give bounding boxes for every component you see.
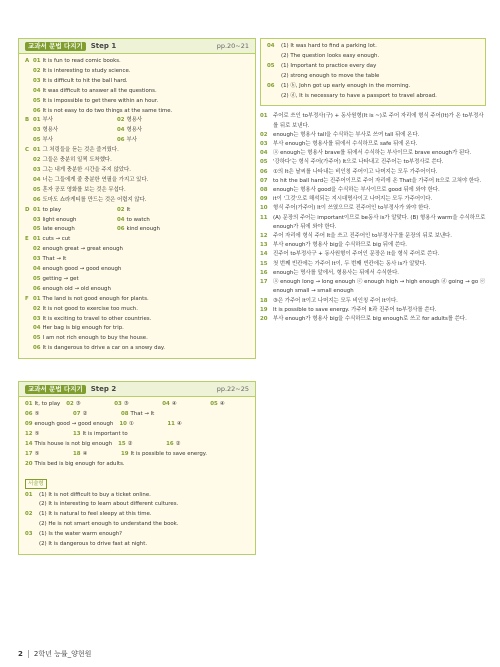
item-number: 15 — [118, 440, 126, 447]
page-number: 2 — [18, 650, 23, 658]
right-column — [260, 38, 486, 324]
item-number: 04 — [33, 87, 41, 94]
answer-text: ② — [127, 440, 133, 447]
item-number: 11 — [167, 421, 175, 427]
item-number: 01 — [33, 147, 41, 154]
answer-line — [25, 500, 249, 510]
explanation-text: 첫 번째 빈칸에는 가주어 It이, 두 번째 빈칸에는 동사 is가 알맞다. — [273, 260, 427, 267]
explanation-text: enough는 명사를 앞에서, 형용사는 뒤에서 수식한다. — [273, 269, 400, 276]
answer-cell — [121, 411, 154, 417]
explanation-item — [260, 306, 486, 315]
item-number: 04 — [162, 401, 170, 408]
answer-text: (2) The question looks easy enough. — [281, 52, 380, 59]
explanation-number: 13 — [260, 242, 268, 249]
item-number: 01 — [33, 58, 41, 64]
answer-text: It, to play — [34, 401, 61, 408]
answer-line — [25, 315, 249, 325]
item-number: 03 — [114, 401, 122, 408]
item-number: 05 — [267, 62, 275, 69]
step2-body — [19, 397, 255, 554]
step1-pages: pp.20~21 — [216, 42, 249, 50]
explanation-number: 11 — [260, 214, 268, 221]
answer-text: 부사 — [42, 117, 53, 124]
answer-line — [25, 520, 249, 530]
answer-text: enough good → good enough — [34, 421, 114, 427]
answer-line — [25, 530, 249, 540]
explanation-item — [260, 168, 486, 177]
item-number: 03 — [33, 77, 41, 84]
item-number: 07 — [73, 411, 81, 418]
explanation-item — [260, 297, 486, 306]
answer-line — [25, 77, 249, 87]
answer-text: 너는 그들에게 줄 충분한 연필을 가지고 있다. — [42, 176, 149, 183]
item-number: 06 — [33, 196, 41, 203]
item-number: 01 — [25, 491, 33, 498]
item-number: 01 — [33, 236, 41, 243]
answer-text: It is not good to exercise too much. — [42, 305, 138, 312]
answer-text: 형용사 — [126, 127, 143, 134]
explanation-number: 19 — [260, 306, 268, 313]
explanation-number: 12 — [260, 233, 268, 240]
item-number: 02 — [33, 246, 41, 253]
answer-cell — [73, 410, 115, 420]
answer-text: It was difficult to answer all the questions. — [42, 87, 157, 94]
item-number: 06 — [25, 411, 33, 418]
item-number: 04 — [33, 176, 41, 183]
page-footer — [18, 649, 91, 659]
answer-cell — [117, 136, 201, 146]
answer-text: (1) ⓑ, John got up early enough in the morning. — [281, 82, 411, 89]
explanation-item — [260, 315, 486, 324]
answer-cell — [121, 451, 207, 457]
item-number: 04 — [117, 216, 125, 223]
answer-cell — [33, 216, 117, 226]
answer-line — [267, 72, 479, 82]
explanation-item — [260, 149, 486, 158]
item-number: 02 — [117, 206, 125, 213]
explanation-number: 05 — [260, 159, 268, 166]
answer-line — [25, 460, 249, 470]
item-number: 02 — [66, 401, 74, 408]
item-number: 02 — [33, 67, 41, 74]
step1-title: Step 1 — [90, 42, 117, 50]
item-number: 10 — [119, 421, 127, 427]
answer-line — [25, 136, 249, 146]
answer-cell — [117, 225, 201, 235]
answer-text: ③ — [75, 401, 81, 408]
answer-line — [267, 82, 479, 92]
answer-text: enough good → good enough — [42, 266, 122, 273]
explanation-text: 부사 enough가 형용사 big을 수식하므로 big enough로 쓰고 for adults를 쓴다. — [273, 315, 467, 322]
explanation-number: 14 — [260, 251, 268, 258]
answer-cell — [33, 225, 117, 235]
answer-text: (1) It is natural to feel sleepy at this time. — [39, 511, 152, 518]
step2-header — [19, 382, 255, 397]
section-letter: B — [25, 117, 30, 124]
answer-cell — [33, 126, 117, 136]
explanation-text: 형식 주어(가주어) It이 쓰였으므로 진주어인 to부정사가 와야 한다. — [273, 205, 431, 212]
explanation-item — [260, 112, 486, 130]
step1-body — [19, 54, 255, 358]
answer-text: ② — [82, 411, 88, 418]
answer-cell — [25, 461, 125, 467]
answer-text: kind enough — [126, 226, 160, 233]
answer-line — [25, 235, 249, 245]
answer-line — [25, 450, 249, 460]
answer-line — [25, 206, 249, 216]
answer-line — [25, 275, 249, 285]
explanation-item — [260, 278, 486, 296]
step2-box — [18, 381, 256, 555]
item-number: 02 — [25, 511, 33, 518]
step2-continued-box — [260, 38, 486, 106]
item-number: 01 — [33, 206, 41, 213]
answer-text: Her bag is big enough for trip. — [42, 325, 124, 332]
explanation-item — [260, 195, 486, 204]
item-number: 05 — [33, 335, 41, 342]
explanation-text: ⓐ enough는 형용사 brave를 뒤에서 수식하는 부사이므로 brave enough가 된다. — [273, 150, 472, 157]
answer-text: light enough — [42, 216, 77, 223]
answer-line — [25, 400, 249, 410]
item-number: 20 — [25, 460, 33, 467]
item-number: 06 — [267, 82, 275, 89]
item-number: 01 — [33, 117, 41, 124]
explanation-item — [260, 250, 486, 259]
item-number: 08 — [121, 411, 129, 418]
answer-text: (2) strong enough to move the table — [281, 72, 380, 79]
step1-logo: 교과서 문법 다지기 — [25, 42, 86, 51]
explanation-item — [260, 131, 486, 140]
answer-text: to play — [42, 206, 62, 213]
answer-cell — [117, 126, 201, 136]
answer-line — [25, 324, 249, 334]
answer-text: 그들은 충분히 일찍 도착했다. — [42, 157, 112, 164]
answer-line — [25, 295, 249, 305]
answer-line — [25, 510, 249, 520]
answer-cell — [117, 206, 201, 216]
item-number: 18 — [73, 450, 81, 457]
answer-text: It is interesting to study science. — [42, 67, 131, 74]
answer-text: (1) It is not difficult to buy a ticket online. — [39, 491, 151, 498]
item-number: 04 — [267, 43, 275, 49]
answer-text: It is important to — [82, 430, 128, 437]
explanation-text: 진주어 to부정사구 + 동사원형이 주어인 문장은 It을 형식 주어로 쓴다. — [273, 251, 440, 258]
item-number: 03 — [33, 166, 41, 173]
answer-line — [25, 334, 249, 344]
answer-cell — [33, 116, 117, 126]
section-letter: E — [25, 236, 29, 243]
answer-cell — [25, 441, 112, 447]
answer-line — [267, 92, 479, 102]
answer-text: (2) It is dangerous to drive fast at night. — [39, 541, 148, 548]
item-number: 05 — [210, 401, 218, 408]
explanation-text: 부사 enough가 형용사 big을 수식하므로 big 뒤에 쓴다. — [273, 242, 407, 249]
item-number: 05 — [33, 97, 41, 104]
item-number: 19 — [121, 450, 129, 457]
step2-continued-body — [261, 39, 485, 105]
explanation-item — [260, 140, 486, 149]
explanation-number: 06 — [260, 168, 268, 175]
explanation-item — [260, 204, 486, 213]
answer-line — [25, 126, 249, 136]
item-number: 01 — [25, 401, 33, 408]
answer-text: (2) ⓓ, It is necessary to have a passport to travel abroad. — [281, 92, 437, 99]
answer-cell — [117, 116, 201, 126]
explanation-number: 16 — [260, 269, 268, 276]
explanation-number: 20 — [260, 315, 268, 322]
answer-cell — [166, 440, 208, 450]
explanation-number: 04 — [260, 150, 268, 157]
explanation-item — [260, 241, 486, 250]
item-number: 03 — [33, 216, 41, 223]
explanation-number: 10 — [260, 205, 268, 212]
answer-line — [267, 52, 479, 62]
item-number: 12 — [25, 430, 33, 437]
answer-line — [25, 196, 249, 206]
answer-line — [25, 156, 249, 166]
item-number: 02 — [33, 305, 41, 312]
answer-line — [25, 245, 249, 255]
explanation-number: 15 — [260, 260, 268, 267]
item-number: 04 — [117, 127, 125, 134]
answer-text: (2) It is interesting to learn about different cultures. — [39, 501, 179, 508]
answer-text: ① — [128, 421, 134, 427]
answer-text: 혼자 공포 영화를 보는 것은 무섭다. — [42, 186, 126, 193]
answer-text: ③ — [123, 401, 129, 408]
answer-text: ② — [175, 440, 181, 447]
explanation-number: 08 — [260, 187, 268, 194]
answer-line — [267, 42, 479, 52]
explanation-item — [260, 232, 486, 241]
answer-line — [25, 107, 249, 117]
answer-line — [25, 186, 249, 196]
footer-divider — [28, 650, 29, 658]
answer-cell — [25, 430, 67, 440]
answer-line — [25, 225, 249, 235]
item-number: 17 — [25, 450, 33, 457]
answer-text: (1) Is the water warm enough? — [39, 531, 123, 538]
step2-logo: 교과서 문법 다지기 — [25, 385, 86, 394]
explanation-number: 18 — [260, 297, 268, 304]
answer-cell — [162, 400, 204, 410]
answer-text: It is impossible to get there within an hour. — [42, 97, 159, 104]
subheading: 서술형 — [25, 479, 47, 489]
answer-text: enough old → old enough — [42, 285, 111, 292]
answer-text: to watch — [126, 216, 150, 223]
item-number: 13 — [73, 430, 81, 437]
answer-text: ⑤ — [34, 450, 40, 457]
answer-text: ④ — [219, 401, 225, 408]
answer-text: 부사 — [42, 137, 53, 144]
answer-text: This house is not big enough — [34, 440, 113, 447]
answer-line — [267, 62, 479, 72]
explanation-item — [260, 260, 486, 269]
explanation-item — [260, 269, 486, 278]
answer-line — [25, 420, 249, 430]
answer-line — [25, 430, 249, 440]
answer-text: 그 처링들을 듣는 것은 즐거웠다. — [42, 147, 119, 154]
answer-text: 형용사 — [126, 117, 143, 124]
answer-text: (1) It was hard to find a parking lot. — [281, 43, 377, 49]
answer-text: That → It — [42, 256, 67, 263]
answer-text: ④ — [82, 450, 88, 457]
answer-text: It is exciting to travel to other countries. — [42, 315, 152, 322]
answer-line — [25, 146, 249, 156]
answer-line — [25, 440, 249, 450]
item-number: 03 — [33, 127, 41, 134]
item-number: 16 — [166, 440, 174, 447]
item-number: 14 — [25, 440, 33, 447]
item-number: 02 — [117, 117, 125, 124]
answer-text: It is not easy to do two things at the same time. — [42, 107, 173, 114]
explanation-text: It is possible to save energy. 가주어 It과 진주어 to부정사를 쓴다. — [273, 306, 437, 313]
explanation-number: 17 — [260, 279, 268, 286]
answer-text: 도마도 쇼라게티를 만드는 것은 어렵지 않다. — [42, 196, 147, 203]
explanation-text: ③은 가주어 It이고 나머지는 모두 비인칭 주어 It이다. — [273, 297, 398, 304]
answer-line — [25, 410, 249, 420]
answer-cell — [73, 450, 115, 460]
answer-line — [25, 265, 249, 275]
explanation-text: ①의 It은 날씨를 나타내는 비인칭 주어이고 나머지는 모두 가주어이다. — [273, 168, 438, 175]
answer-cell — [33, 206, 117, 216]
answer-text: It — [126, 206, 131, 213]
item-number: 04 — [33, 266, 41, 273]
answer-cell — [167, 420, 209, 430]
answer-line — [25, 67, 249, 77]
explanation-number: 02 — [260, 131, 268, 138]
answer-line — [25, 176, 249, 186]
answer-text: enough great → great enough — [42, 246, 123, 253]
answer-text: (1) Important to practice every day — [281, 62, 377, 69]
section-letter: A — [25, 58, 30, 64]
answer-text: ⑤ — [34, 411, 40, 418]
answer-cell — [25, 421, 113, 427]
explanation-text: enough는 형용사 tall을 수식하는 부사로 쓰여 tall 뒤에 온다. — [273, 131, 420, 138]
explanation-item — [260, 158, 486, 167]
explanation-number: 01 — [260, 113, 268, 120]
item-number: 06 — [33, 345, 41, 352]
item-number: 03 — [25, 531, 33, 538]
answer-line — [25, 166, 249, 176]
answer-line — [25, 344, 249, 354]
item-number: 06 — [117, 137, 125, 144]
answer-text: late enough — [42, 226, 75, 233]
item-number: 05 — [33, 275, 41, 282]
answer-text: 형용사 — [42, 127, 59, 134]
item-number: 09 — [25, 421, 33, 427]
explanation-text: (A) 문장의 주어는 important이므로 be동사 is가 알맞다. (B) 형용사 warm을 수식하므로 enough가 뒤에 와야 한다. — [273, 214, 486, 230]
explanation-text: 부사 enough는 형용사를 뒤에서 수식하므로 safe 뒤에 온다. — [273, 141, 418, 148]
item-number: 02 — [33, 157, 41, 164]
answer-line — [25, 285, 249, 295]
answer-cell — [25, 450, 67, 460]
answer-line — [25, 87, 249, 97]
answer-line — [25, 57, 249, 67]
answer-cell — [25, 410, 67, 420]
item-number: 06 — [33, 285, 41, 292]
explanation-item — [260, 214, 486, 232]
explanation-item — [260, 186, 486, 195]
section-letter: C — [25, 147, 29, 154]
answer-line — [25, 491, 249, 501]
explanation-number: 07 — [260, 177, 268, 184]
item-number: 01 — [33, 295, 41, 302]
explanation-item — [260, 177, 486, 186]
answer-cell — [25, 401, 60, 407]
step2-title: Step 2 — [90, 385, 117, 394]
left-column — [18, 38, 256, 555]
explanation-text: to hit the ball hard는 진주어이므로 주어 자리에 온 That을 가주어 It으로 고쳐야 한다. — [273, 177, 482, 184]
answer-text: (2) He is not smart enough to understand the book. — [39, 521, 179, 528]
answer-line — [25, 540, 249, 550]
explanation-text: ⓐ enough long → long enough ⓒ enough high → high enough ⓓ going → go ⓔ enough small → small enough — [273, 279, 486, 295]
answer-text: The land is not good enough for plants. — [42, 295, 149, 302]
answer-cell — [114, 400, 156, 410]
item-number: 05 — [33, 137, 41, 144]
step1-header — [19, 39, 255, 54]
section-letter: F — [25, 295, 29, 302]
item-number: 05 — [33, 226, 41, 233]
answer-text: I am not rich enough to buy the house. — [42, 335, 148, 342]
explanation-text: enough는 형용사 good을 수식하는 부사이므로 good 뒤에 와야 한다. — [273, 187, 440, 194]
answer-text: ④ — [171, 401, 177, 408]
section-letter: D — [25, 206, 30, 213]
answer-text: It is possible to save energy. — [130, 450, 207, 457]
explanation-text: '강하다'는 형식 주어(가주어) It으로 나타내고 진주어는 to부정사로 쓴다. — [273, 159, 444, 166]
explanations — [260, 112, 486, 324]
explanation-text: it이 '그것'으로 해석되는 지시대명사이고 나머지는 모두 가주어이다. — [273, 196, 433, 203]
explanation-number: 09 — [260, 196, 268, 203]
answer-cell — [117, 216, 201, 226]
answer-text: 부사 — [126, 137, 137, 144]
answer-text: It is fun to read comic books. — [42, 58, 121, 64]
answer-line — [25, 305, 249, 315]
answer-cell — [66, 400, 108, 410]
explanation-text: 주어로 쓰인 to부정사(구) + 동사원형(It is ~)로 주어 자리에 형식 주어(It)가 온 to부정사를 뒤로 보낸다. — [273, 113, 484, 129]
answer-text: ⑤ — [34, 430, 40, 437]
item-number: 04 — [33, 325, 41, 332]
item-number: 06 — [117, 226, 125, 233]
answer-text: getting → get — [42, 275, 79, 282]
answer-text: This bed is big enough for adults. — [34, 460, 125, 467]
item-number: 05 — [33, 186, 41, 193]
answer-cell — [33, 136, 117, 146]
answer-cell — [73, 431, 128, 437]
item-number: 03 — [33, 315, 41, 322]
answer-cell — [118, 440, 160, 450]
explanation-number: 03 — [260, 141, 268, 148]
answer-cell — [119, 420, 161, 430]
answer-line — [25, 255, 249, 265]
answer-cell — [210, 400, 252, 410]
answer-line — [25, 116, 249, 126]
answer-text: It is dangerous to drive a car on a snowy day. — [42, 345, 166, 352]
step1-box — [18, 38, 256, 359]
answer-line — [25, 216, 249, 226]
answer-text: cuts → cut — [42, 236, 71, 243]
item-number: 03 — [33, 256, 41, 263]
answer-text: ④ — [176, 421, 182, 427]
item-number: 06 — [33, 107, 41, 114]
footer-text: 2학년 능률_양현원 — [33, 650, 92, 658]
answer-text: That → It — [130, 411, 155, 418]
answer-text: It is difficult to hit the ball hard. — [42, 77, 128, 84]
explanation-text: 주어 자리에 형식 주어 It을 쓰고 진주어인 to부정사구를 문장의 뒤로 보낸다. — [273, 233, 452, 240]
answer-text: 그는 내게 충분한 시간을 주지 않았다. — [42, 166, 131, 173]
answer-line — [25, 97, 249, 107]
step2-pages: pp.22~25 — [216, 385, 249, 394]
